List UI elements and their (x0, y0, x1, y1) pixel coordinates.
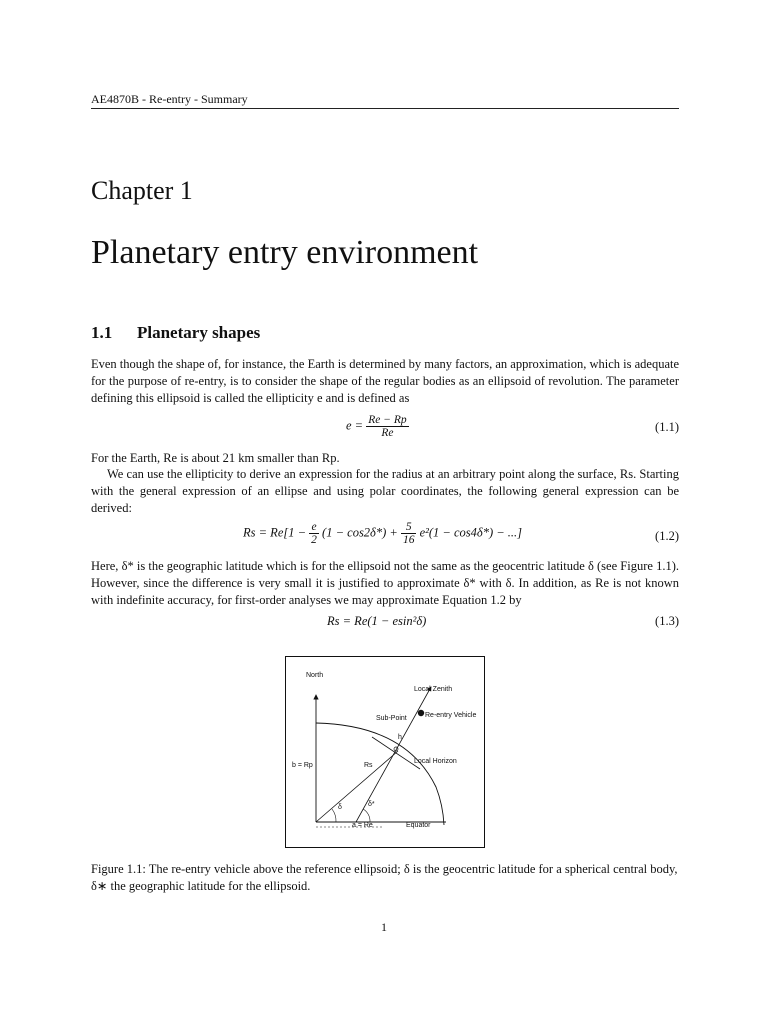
section-title: Planetary shapes (137, 323, 261, 342)
paragraph-geographic-latitude: Here, δ* is the geographic latitude which is for the ellipsoid not the same as the geocentric latitude δ (see Figure 1.1). However, since the difference is very small it is justified to approximate δ* with δ. In addition, as Re is not known with indefinite accuracy, for first-order analyses we may approximate Equation 1.2 by (91, 559, 679, 607)
paragraph-earth: For the Earth, Re is about 21 km smaller than Rp. (91, 451, 340, 465)
eq1-numerator: Re − Rp (368, 414, 407, 426)
chapter-title: Planetary entry environment (91, 234, 479, 271)
eq2-f2-num: 5 (401, 521, 417, 534)
running-head: AE4870B - Re-entry - Summary (91, 92, 248, 106)
eq2-f1-num: e (309, 521, 319, 534)
eq2-f2-den: 16 (402, 534, 415, 546)
local-horizon-line (372, 737, 420, 769)
equation-1-3 (91, 614, 679, 634)
eq1-label: (1.1) (655, 420, 679, 434)
paragraph-ellipticity: We can use the ellipticity to derive an expression for the radius at an arbitrary point along the surface, Rs. Starting with the general expression of an ellipse and using polar coordinates, the following general expression can be derived: (91, 467, 679, 515)
ellipsoid-arc (316, 723, 444, 825)
eq2-tail: e²(1 − cos4δ*) − ...] (419, 525, 523, 540)
paragraph-intro: Even though the shape of, for instance, the Earth is determined by many factors, an approximation, which is adequate for the purpose of re-entry, is to consider the shape of the regular bodies as an ellipsoid of revolution. The parameter defining this ellipsoid is called the ellipticity e and is defined as (91, 357, 680, 405)
label-b-rp: b = Rp (292, 762, 313, 769)
label-equator: Equator (406, 822, 431, 829)
eq2-f1-den: 2 (311, 534, 317, 546)
eq1-denominator: Re (381, 427, 394, 439)
section-number: 1.1 (91, 323, 113, 342)
label-reentry-vehicle: Re-entry Vehicle (425, 712, 477, 719)
eq1-lhs: e = (346, 418, 364, 433)
radius-line (316, 751, 398, 822)
reentry-vehicle-marker (418, 710, 424, 716)
label-sub-point: Sub-Point (376, 715, 407, 722)
equation-1-1 (91, 412, 679, 448)
eq3-body: Rs = Re(1 − esin²δ) (327, 614, 427, 628)
label-local-zenith: Local Zenith (414, 686, 453, 693)
label-delta-star: δ* (368, 801, 375, 808)
header-rule (91, 108, 679, 109)
equation-1-1-body (346, 414, 409, 439)
label-a-re: a = Re (352, 822, 373, 829)
eq2-fraction-1 (309, 521, 319, 546)
label-delta: δ (338, 804, 342, 811)
equation-1-2-body (243, 521, 522, 546)
figure-1-1 (285, 656, 485, 848)
section-heading (91, 323, 260, 343)
eq2-label: (1.2) (655, 529, 679, 543)
figure-caption: Figure 1.1: The re-entry vehicle above the reference ellipsoid; δ is the geocentric latitude for a spherical central body, δ∗ the geographic latitude for the ellipsoid. (91, 862, 678, 893)
eq3-label: (1.3) (655, 614, 679, 628)
label-local-horizon: Local Horizon (414, 758, 457, 765)
delta-star-arc (363, 809, 370, 822)
eq2-lhs: Rs = Re[1 − (243, 525, 307, 540)
reentry-geometry-diagram (286, 657, 484, 847)
eq2-mid: (1 − cos2δ*) + (322, 525, 398, 540)
chapter-label: Chapter 1 (91, 176, 193, 205)
equation-1-2 (91, 521, 679, 555)
label-rs: Rs (364, 762, 373, 769)
eq2-fraction-2 (401, 521, 417, 546)
label-h: h (398, 734, 402, 741)
eq1-fraction (366, 414, 408, 439)
label-north: North (306, 672, 324, 679)
delta-arc (332, 809, 336, 822)
page-number: 1 (381, 920, 387, 934)
